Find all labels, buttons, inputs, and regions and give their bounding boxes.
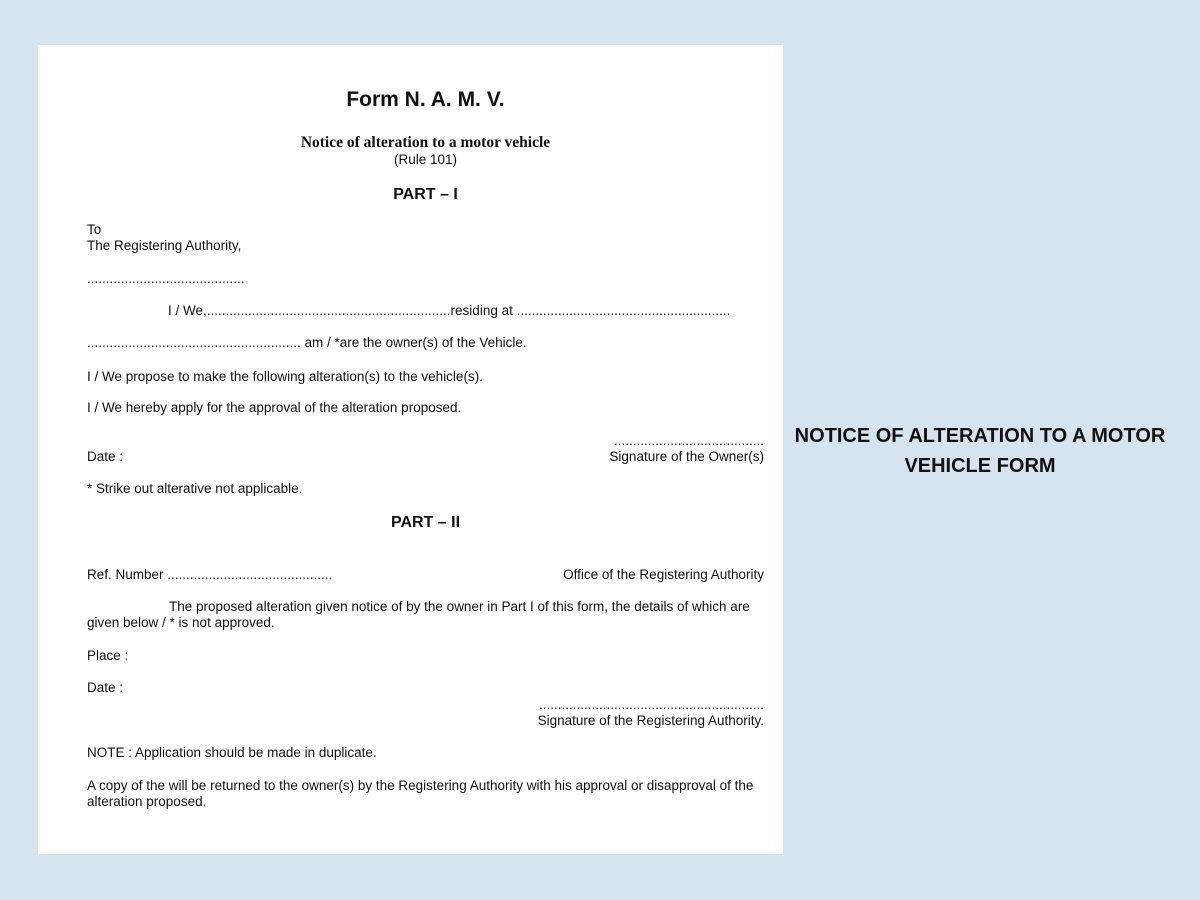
owner-line: I / We,.................................................................residing at .........................................................	[168, 303, 731, 318]
form-document	[38, 45, 783, 854]
part-2-heading: PART – II	[390, 514, 461, 531]
to-label: To	[87, 222, 102, 237]
owner-line-2: ......................................................... am / *are the owner(s) of the Vehicle.	[87, 335, 527, 350]
strike-note: * Strike out alterative not applicable.	[87, 481, 303, 496]
form-subtitle: Notice of alteration to a motor vehicle	[300, 134, 551, 151]
part-1-heading: PART – I	[393, 186, 458, 203]
copy-note: A copy of the will be returned to the owner(s) by the Registering Authority with his approval or disapproval of the alteration proposed.	[87, 778, 754, 809]
part-2-date-label: Date :	[87, 680, 124, 695]
owner-signature-label: Signature of the Owner(s)	[609, 449, 764, 464]
side-title: NOTICE OF ALTERATION TO A MOTOR VEHICLE FORM	[794, 425, 1166, 477]
rule-reference: (Rule 101)	[393, 152, 458, 167]
owner-signature-dots: ........................................	[613, 433, 764, 448]
authority-signature-dots: ............................................................	[538, 697, 764, 712]
ref-number: Ref. Number ............................................	[87, 567, 333, 582]
authority-signature-label: Signature of the Registering Authority.	[537, 713, 764, 728]
authority-label: The Registering Authority,	[87, 238, 242, 253]
apply-statement: I / We hereby apply for the approval of the alteration proposed.	[87, 400, 462, 415]
form-title: Form N. A. M. V.	[346, 88, 505, 111]
duplicate-note: NOTE : Application should be made in duplicate.	[87, 745, 377, 760]
office-label: Office of the Registering Authority	[563, 567, 764, 582]
approval-statement: The proposed alteration given notice of by the owner in Part I of this form, the details of which are given below / * is not approved.	[87, 599, 750, 630]
propose-statement: I / We propose to make the following alteration(s) to the vehicle(s).	[87, 369, 483, 384]
address-dots: ..........................................	[87, 271, 245, 286]
part-1-date-label: Date :	[87, 449, 124, 464]
place-label: Place :	[87, 648, 129, 663]
